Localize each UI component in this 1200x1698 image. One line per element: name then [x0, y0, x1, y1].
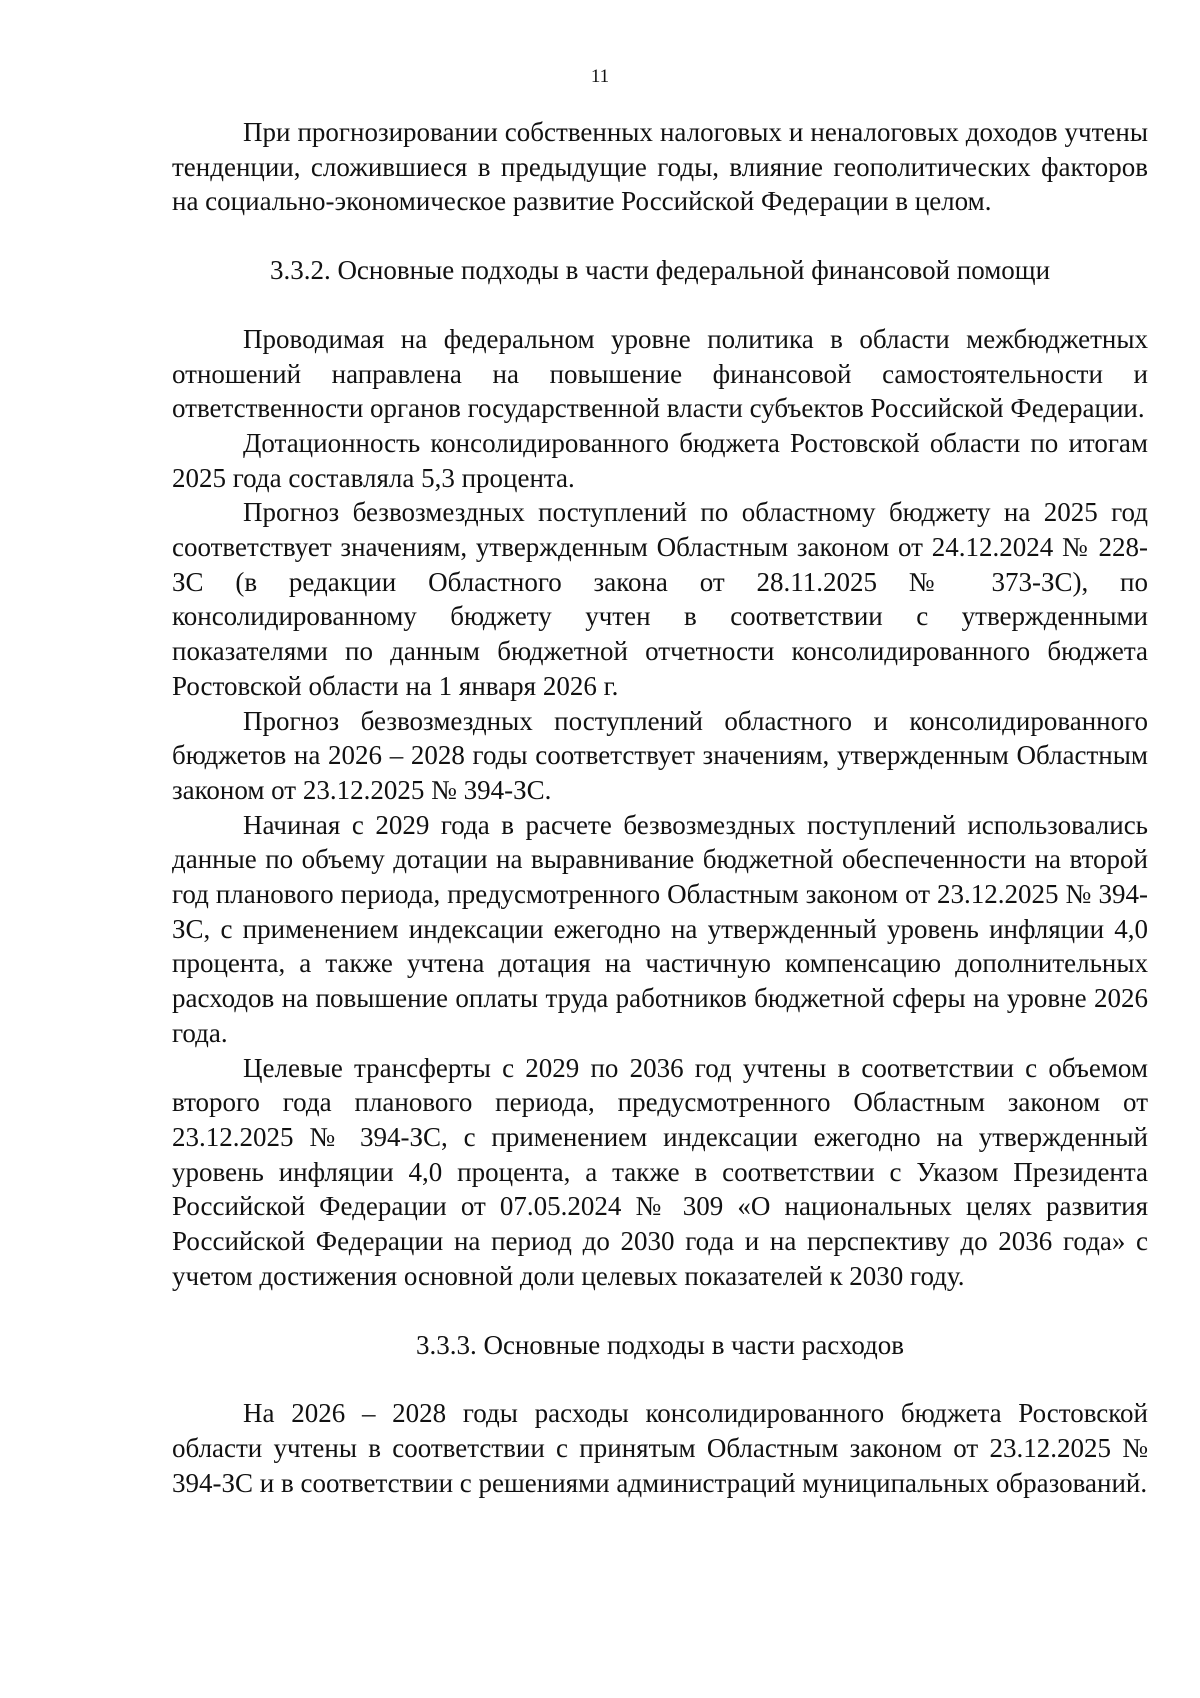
page-content [172, 115, 1148, 1500]
paragraph-gratuitous-receipts-2025: Прогноз безвозмездных поступлений по областному бюджету на 2025 год соответствует значениям, утвержденным Областным законом от 24.12.2024 № 228-ЗС (в редакции Областного закона от 28.11.2025 № 373-ЗС), по консолидированному бюджету учтен в соответствии с утвержденными показателями по данным бюджетной отчетности консолидированного бюджета Ростовской области на 1 января 2026 г. [172, 497, 1148, 701]
paragraph-tax-revenue-forecast: При прогнозировании собственных налоговых и неналоговых доходов учтены тенденции, сложившиеся в предыдущие годы, влияние геополитических факторов на социально-экономическое развитие Российской Федерации в целом. [172, 117, 1148, 217]
section-heading-federal-aid: 3.3.2. Основные подходы в части федеральной финансовой помощи [269, 255, 1051, 286]
section-heading-expenditures: 3.3.3. Основные подходы в части расходов [415, 1329, 905, 1360]
paragraph-subsidy-dependence: Дотационность консолидированного бюджета Ростовской области по итогам 2025 года составляла 5,3 процента. [172, 427, 1148, 493]
paragraph-gratuitous-receipts-2026-2028: Прогноз безвозмездных поступлений областного и консолидированного бюджетов на 2026 – 2028 годы соответствует значениям, утвержденным Областным законом от 23.12.2025 № 394-ЗС. [172, 705, 1148, 805]
paragraph-expenditures-2026-2028: На 2026 – 2028 годы расходы консолидированного бюджета Ростовской области учтены в соответствии с принятым Областным законом от 23.12.2025 № 394-ЗС и в соответствии с решениями администраций муниципальных образований. [172, 1398, 1148, 1498]
paragraph-interbudget-policy: Проводимая на федеральном уровне политика в области межбюджетных отношений направлена на повышение финансовой самостоятельности и ответственности органов государственной власти субъектов Российской Федерации. [172, 323, 1148, 424]
page-number: 11 [590, 66, 610, 87]
paragraph-gratuitous-receipts-from-2029: Начиная с 2029 года в расчете безвозмездных поступлений использовались данные по объему дотации на выравнивание бюджетной обеспеченности на второй год планового периода, предусмотренного Областным законом от 23.12.2025 № 394-ЗС, с применением индексации ежегодно на утвержденный уровень инфляции 4,0 процента, а также учтена дотация на частичную компенсацию дополнительных расходов на повышение оплаты труда работников бюджетной сферы на уровне 2026 года. [172, 809, 1148, 1048]
paragraph-target-transfers: Целевые трансферты с 2029 по 2036 год учтены в соответствии с объемом второго года планового периода, предусмотренного Областным законом от 23.12.2025 № 394-ЗС, с применением индексации ежегодно на утвержденный уровень инфляции 4,0 процента, а также в соответствии с Указом Президента Российской Федерации от 07.05.2024 № 309 «О национальных целях развития Российской Федерации на период до 2030 года и на перспективу до 2036 года» с учетом достижения основной доли целевых показателей к 2030 году. [172, 1052, 1148, 1291]
